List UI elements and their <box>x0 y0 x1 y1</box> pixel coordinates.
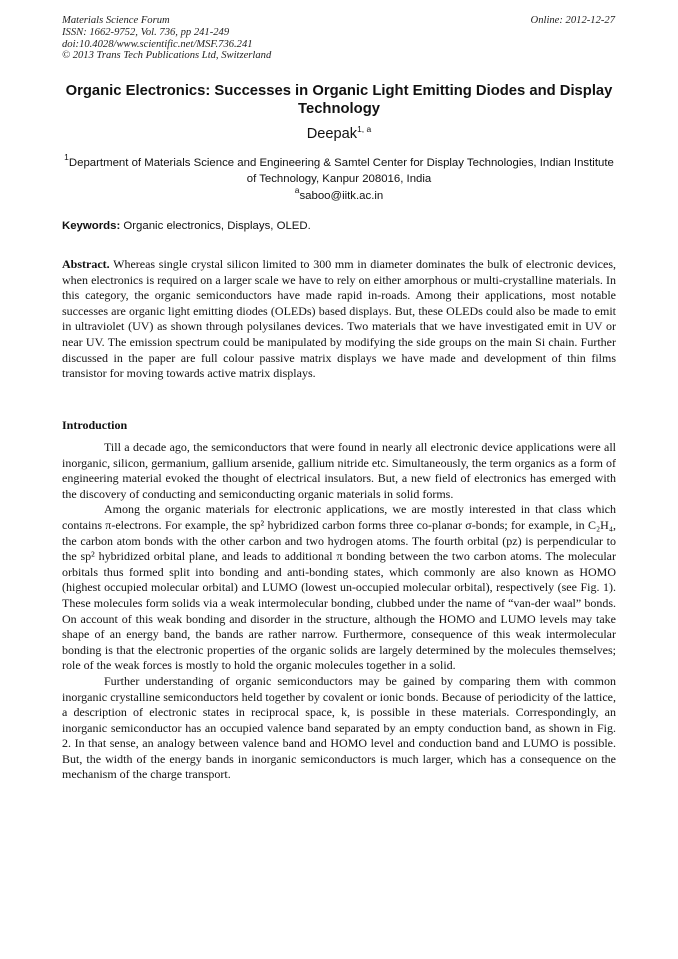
intro-paragraph-3: Further understanding of organic semiconductors may be gained by comparing them with common inorganic crystalline semiconductors held together by covalent or ionic bonds. Because of periodicity of the lattice, a description of electronic states in reciprocal space, k, is possible in these materials. Correspondingly, an inorganic semiconductor has an occupied valence band separated by an empty conduction band, as shown in Fig. 2. In that sense, an analogy between valence band and HOMO level and conduction band and LUMO is possible. But, the width of the energy bands in inorganic semiconductors is much larger, which has a consequence on the mechanism of the charge transport. <box>62 673 616 782</box>
keywords <box>62 220 616 232</box>
abstract-text: Whereas single crystal silicon limited to 300 mm in diameter dominates the bulk of electronic devices, when electronics is required on a larger scale we have to rely on either amorphous or multi-crystalline materials. In this category, the organic semiconductors have made rapid in-roads. Among their applications, most notable successes are organic light emitting diodes (OLEDs) based displays. But, these OLEDs could also be made to emit in ultraviolet (UV) as shown through polysilanes devices. Two materials that we have investigated emit in UV or near UV. The emission spectrum could be manipulated by modifying the side groups on the main Si chain. Further discussed in the paper are full colour passive matrix displays we have made and development of thin films transistor for moving towards active matrix displays. <box>62 257 616 381</box>
online-date: Online: 2012-12-27 <box>530 15 615 26</box>
abstract-label: Abstract. <box>62 257 110 271</box>
keywords-label: Keywords: <box>62 220 121 232</box>
email-address: saboo@iitk.ac.in <box>299 190 384 202</box>
email-line <box>0 185 678 202</box>
author-name: Deepak <box>306 126 358 142</box>
keywords-text: Organic electronics, Displays, OLED. <box>120 220 311 232</box>
author-line <box>0 124 678 142</box>
doi-line: doi:10.4028/www.scientific.net/MSF.736.241 <box>62 38 253 50</box>
abstract <box>62 257 616 382</box>
affiliation-text: Department of Materials Science and Engineering & Samtel Center for Display Technologies, Indian Institute of Technology, Kanpur 208016, India <box>68 157 614 185</box>
publication-info <box>62 15 271 62</box>
author-superscript: 1, a <box>357 124 372 134</box>
intro-paragraph-1: Till a decade ago, the semiconductors that were found in nearly all electronic device applications were all inorganic, silicon, germanium, gallium arsenide, gallium nitride etc. Simultaneously, the term organics as a form of engineering material evoked the thought of electrical insulators. But, a new field of electronics has emerged with the discovery of conducting and semiconducting organic materials in solid forms. <box>62 440 616 501</box>
intro-paragraph-2: Among the organic materials for electronic applications, we are mostly interested in that class which contains π-electrons. For example, the sp² hybridized carbon forms three co-planar σ-bonds; for example, in C₂H₄, the carbon atom bonds with the other carbon and two hydrogen atoms. The fourth orbital (pz) is perpendicular to the sp² hybridized orbital plane, and leads to additional π bonding between the two carbon atoms. The molecular orbitals thus formed split into bonding and anti-bonding states, which commonly are also known as HOMO (highest occupied molecular orbital) and LUMO (lowest un-occupied molecular orbital), respectively (see Fig. 1). These molecules form solids via a weak intermolecular bonding, clubbed under the name of “van-der waal” bonds. On account of this weak bonding and disorder in the structure, although the HOMO and LUMO levels may take shape of an energy band, the bands are rather narrow. Furthermore, consequence of this weak intermolecular bonding is that the electronic properties of the organic solids are largely determined by the molecules themselves; role of the weak forces is mostly to hold the organic molecules together in a solid. <box>62 502 616 673</box>
paper-title: Organic Electronics: Successes in Organic Light Emitting Diodes and Display Technology <box>65 83 613 117</box>
affiliation-superscript: 1 <box>64 152 69 162</box>
introduction-heading: Introduction <box>62 418 128 432</box>
introduction-body <box>62 440 616 783</box>
journal-name: Materials Science Forum <box>62 15 170 26</box>
affiliation <box>62 150 616 187</box>
issn-line: ISSN: 1662-9752, Vol. 736, pp 241-249 <box>62 26 230 38</box>
email-superscript: a <box>294 185 300 195</box>
copyright-line: © 2013 Trans Tech Publications Ltd, Switzerland <box>62 50 272 62</box>
